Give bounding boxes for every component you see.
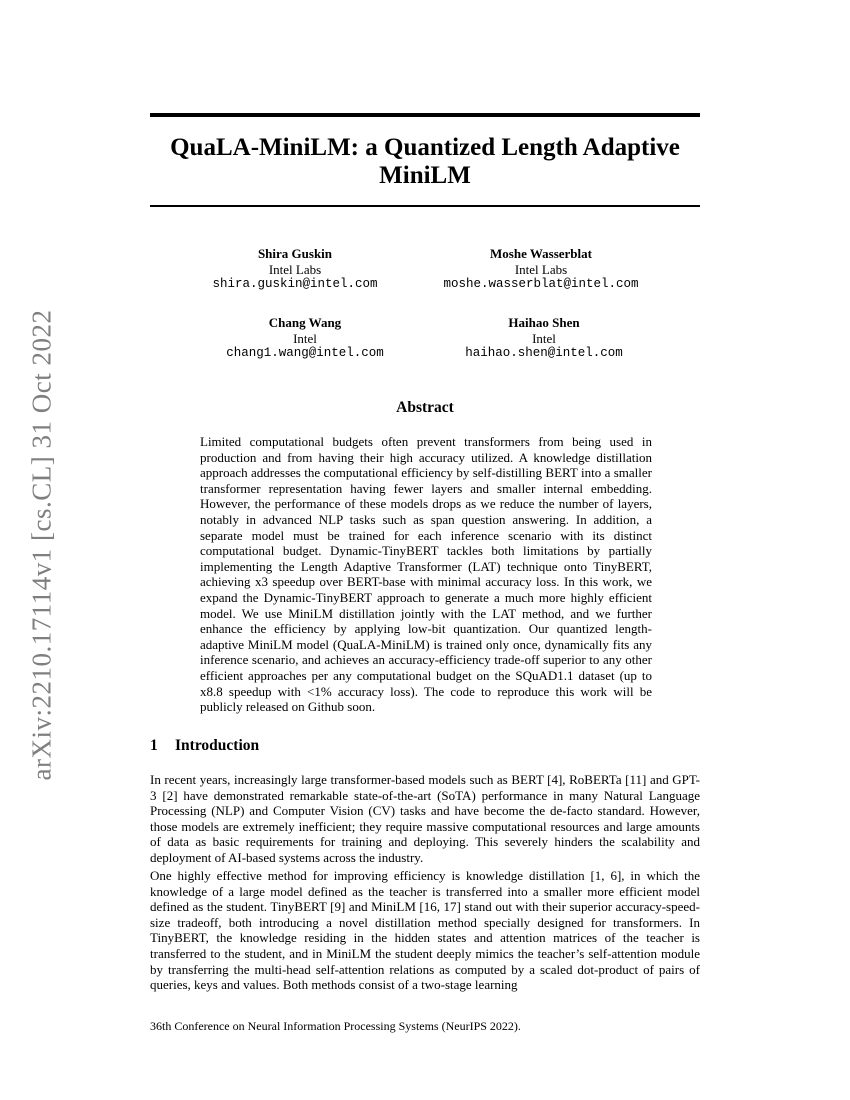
paragraph: One highly effective method for improving efficiency is knowledge distillation [1, 6], in which the knowledge of a large model defined as the teacher is transferred into a smaller more efficient model defined as the student. TinyBERT [9] and MiniLM [16, 17] stand out with their superior accuracy-speed-size tradeoff, both introducing a novel distillation method specially designed for transformers. In TinyBERT, the knowledge residing in the hidden states and attention matrices of the teacher is transferred to the student, and in MiniLM the student deeply mimics the teacher’s self-attention module by transferring the multi-head self-attention relations as computed by a scaled dot-product of pairs of queries, keys and values. Both methods consist of a two-stage learning — [150, 868, 700, 993]
author-name: Shira Guskin — [257, 246, 333, 261]
author-name: Haihao Shen — [508, 315, 580, 330]
author-name: Chang Wang — [268, 315, 342, 330]
author-affiliation: Intel Labs — [514, 261, 568, 277]
title-line-1: QuaLA-MiniLM: a Quantized Length Adaptive — [170, 134, 680, 161]
section-title: Introduction — [175, 737, 260, 754]
section-number: 1 — [150, 737, 158, 754]
author-block — [175, 315, 435, 362]
title-bottom-rule — [150, 205, 700, 207]
abstract-text: Limited computational budgets often prevent transformers from being used in production and from having their high accuracy utilized. A knowledge distillation approach addresses the computational efficiency by self-distilling BERT into a smaller transformer representation having fewer layers and smaller internal embedding. However, the performance of these models drops as we reduce the number of layers, notably in advanced NLP tasks such as span question answering. In addition, a separate model must be trained for each inference scenario with its distinct computational budget. Dynamic-TinyBERT tackles both limitations by partially implementing the Length Adaptive Transformer (LAT) technique onto TinyBERT, achieving x3 speedup over BERT-base with minimal accuracy loss. In this work, we expand the Dynamic-TinyBERT approach to generate a much more highly efficient model. We use MiniLM distillation jointly with the LAT method, and we further enhance the efficiency by applying low-bit quantization. Our quantized length-adaptive MiniLM model (QuaLA-MiniLM) is trained only once, dynamically fits any inference scenario, and achieves an accuracy-efficiency trade-off superior to any other efficient approaches per any computational budget on the SQuAD1.1 dataset (up to x8.8 speedup with <1% accuracy loss). The code to reproduce this work will be publicly released on Github soon. — [200, 434, 652, 715]
section-heading-introduction — [150, 737, 259, 755]
title-top-rule — [150, 113, 700, 117]
author-affiliation: Intel — [293, 330, 317, 346]
paragraph: In recent years, increasingly large transformer-based models such as BERT [4], RoBERTa [11] and GPT-3 [2] have demonstrated remarkable state-of-the-art (SoTA) performance in many Natural Language Processing (NLP) and Computer Vision (CV) tasks and have become the de-facto standard. However, those models are extremely inefficient; they require massive computational resources and large amounts of data as basic requirements for training and deploying. This severely hinders the scalability and deployment of AI-based systems across the industry. — [150, 772, 700, 865]
author-block — [414, 315, 674, 362]
author-email[interactable]: haihao.shen@intel.com — [465, 346, 623, 360]
author-name: Moshe Wasserblat — [490, 246, 592, 261]
author-email[interactable]: chang1.wang@intel.com — [226, 346, 384, 360]
author-block — [411, 246, 671, 293]
arxiv-stamp: arXiv:2210.17114v1 [cs.CL] 31 Oct 2022 — [26, 309, 57, 781]
author-block — [165, 246, 425, 293]
author-affiliation: Intel Labs — [268, 261, 322, 277]
author-affiliation: Intel — [532, 330, 556, 346]
paper-title — [150, 134, 700, 190]
author-email[interactable]: moshe.wasserblat@intel.com — [443, 277, 639, 291]
title-line-2: MiniLM — [379, 162, 471, 189]
abstract-heading: Abstract — [396, 399, 454, 416]
conference-footer: 36th Conference on Neural Information Processing Systems (NeurIPS 2022). — [150, 1019, 521, 1033]
author-email[interactable]: shira.guskin@intel.com — [212, 277, 378, 291]
